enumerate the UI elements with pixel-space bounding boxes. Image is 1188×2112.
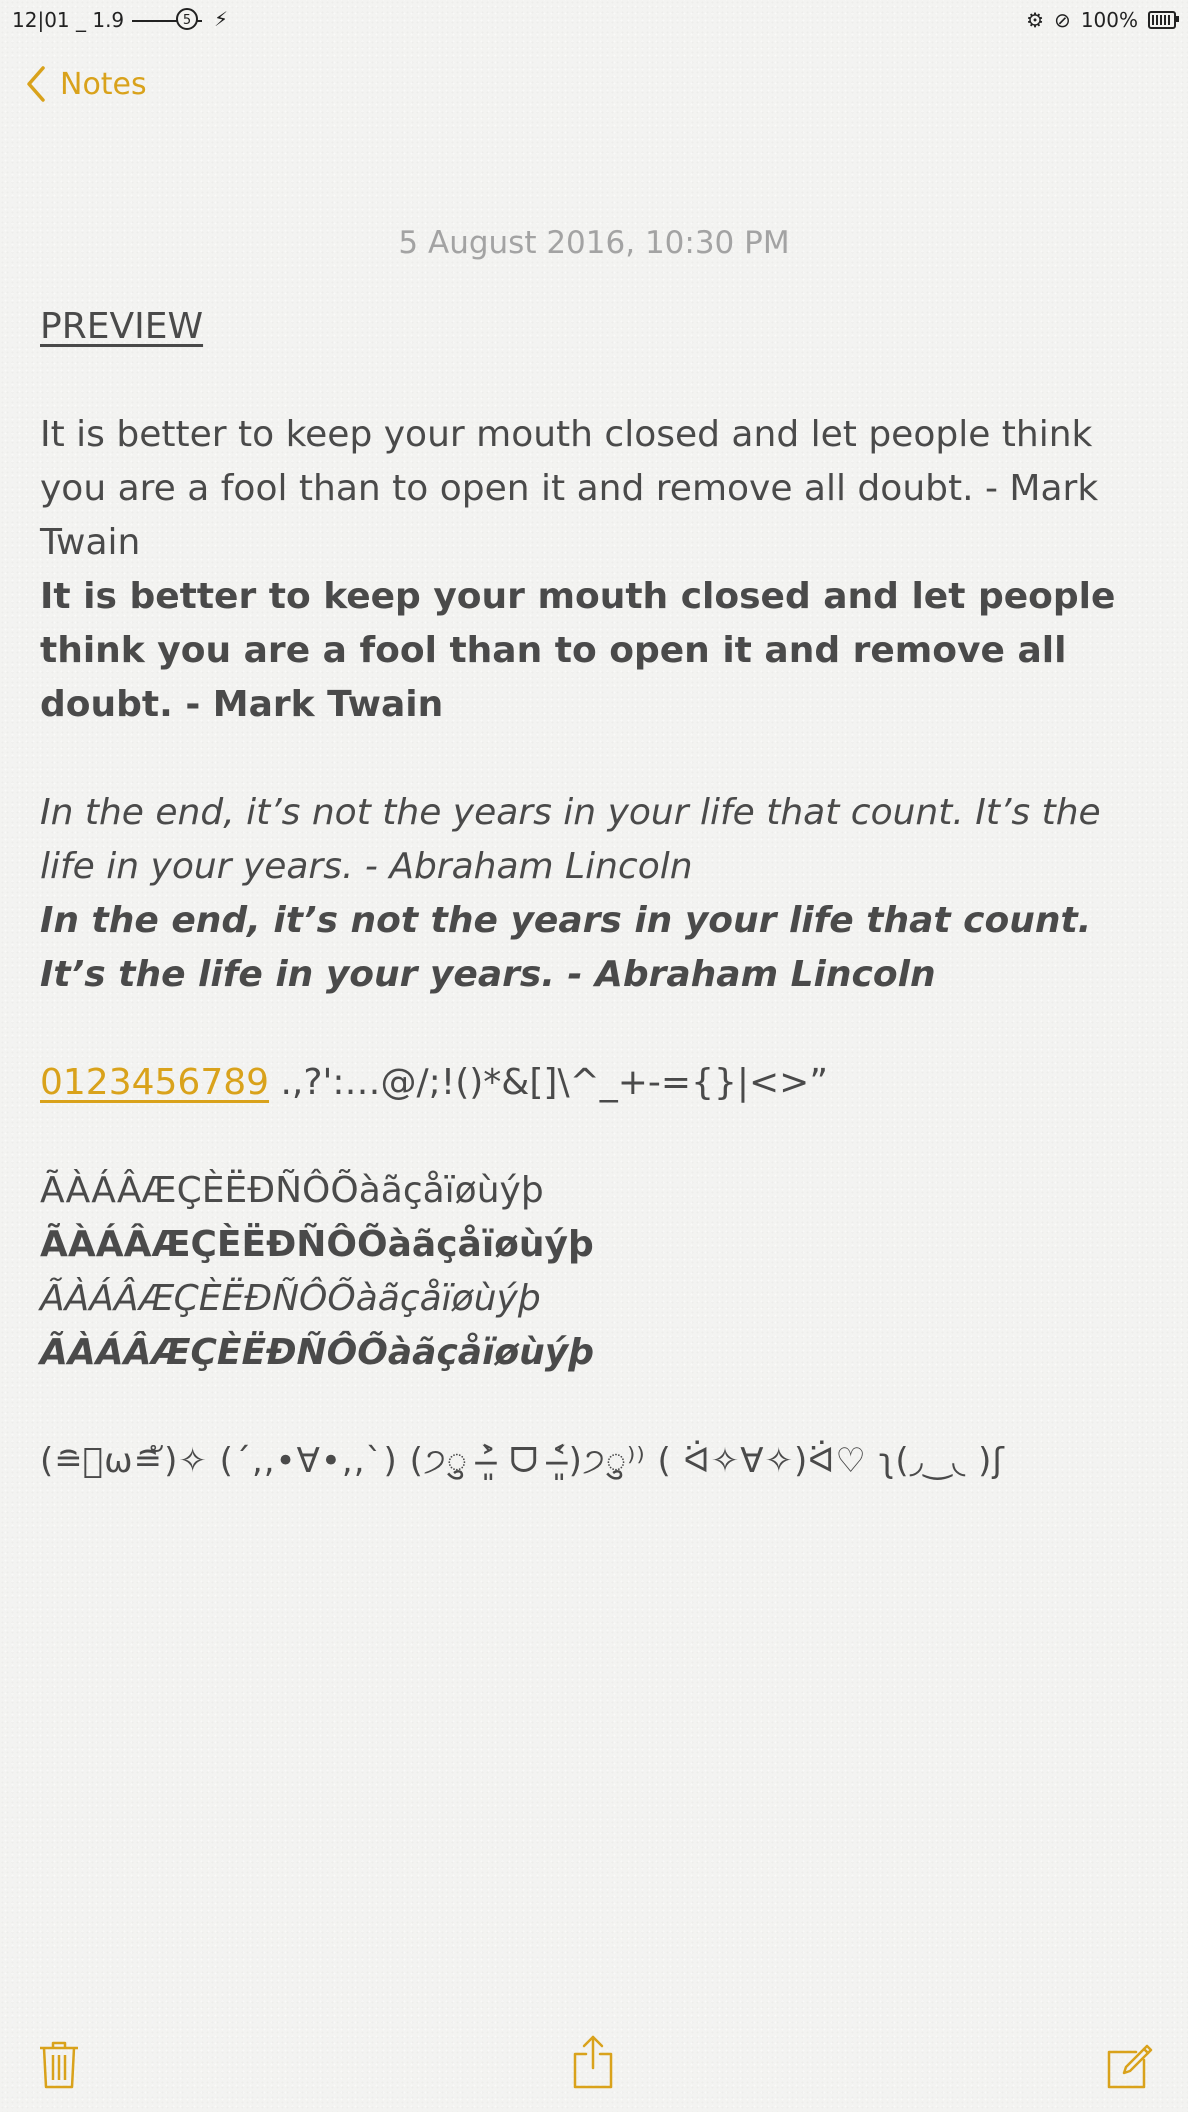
- charging-icon: ⚡: [214, 7, 229, 31]
- quote-bold-italic: In the end, it’s not the years in your life that count. It’s the life in your years. - Abraham Lincoln: [40, 900, 1104, 995]
- bottom-toolbar: [0, 2012, 1188, 2112]
- blank-line: [40, 354, 1150, 408]
- share-icon: [572, 2034, 614, 2090]
- battery-percent: 100%: [1080, 8, 1138, 32]
- status-bar: [0, 0, 1188, 42]
- blank-line: [40, 1110, 1150, 1164]
- compose-button[interactable]: [1106, 2042, 1154, 2094]
- quote-bold: It is better to keep your mouth closed and let people think you are a fool than to open it and remove all doubt. - Mark Twain: [40, 576, 1128, 725]
- trash-icon: [38, 2040, 80, 2090]
- delete-button[interactable]: [38, 2040, 80, 2094]
- quote-regular: It is better to keep your mouth closed and let people think you are a fool than to open it and remove all doubt. - Mark Twain: [40, 414, 1110, 563]
- back-label: Notes: [60, 66, 147, 102]
- back-button[interactable]: [26, 62, 147, 106]
- note-heading: PREVIEW: [40, 306, 204, 347]
- battery-icon: [1148, 11, 1176, 29]
- chevron-left-icon: [26, 66, 46, 102]
- blank-line: [40, 732, 1150, 786]
- sync-icon: ⚙: [1026, 8, 1045, 32]
- status-right: [1016, 8, 1176, 32]
- accents-bold: ÃÀÁÂÆÇÈËĐÑÔÕàãçåïøùýþ: [40, 1224, 594, 1265]
- note-body[interactable]: [40, 300, 1150, 1488]
- accents-regular: ÃÀÁÂÆÇÈËĐÑÔÕàãçåïøùýþ: [40, 1170, 544, 1211]
- accents-bold-italic: ÃÀÁÂÆÇÈËĐÑÔÕàãçåïøùýþ: [40, 1332, 595, 1373]
- accents-italic: ÃÀÁÂÆÇÈËĐÑÔÕàãçåïøùýþ: [40, 1278, 541, 1319]
- blank-line: [40, 1002, 1150, 1056]
- digits-symbols-line: [40, 1056, 1150, 1110]
- quote-italic: In the end, it’s not the years in your life that count. It’s the life in your years. - Abraham Lincoln: [40, 792, 1113, 887]
- kaomoji-line: (≘ัω≘ั)✧ (´,,•∀•,,`) (੭ु ˃̶͈̀ ᗜ ˂̶͈́)੭ु⁾⁾ ( ᐛ✧∀✧)ᐛ♡ ʅ(◞‿◟ )ʃ: [40, 1441, 1005, 1481]
- status-time: 12|01 _ 1.9: [12, 8, 125, 32]
- share-button[interactable]: [572, 2034, 614, 2094]
- status-circle-indicator: 5: [176, 8, 198, 30]
- symbols-text: .,?':…@/;!()*&[]\^_+-={}|<>”: [269, 1062, 828, 1103]
- compose-icon: [1106, 2042, 1154, 2090]
- blank-line: [40, 1380, 1150, 1434]
- no-data-icon: ⊘: [1054, 8, 1071, 32]
- note-date: 5 August 2016, 10:30 PM: [398, 225, 790, 261]
- phone-number-link[interactable]: 0123456789: [40, 1062, 270, 1103]
